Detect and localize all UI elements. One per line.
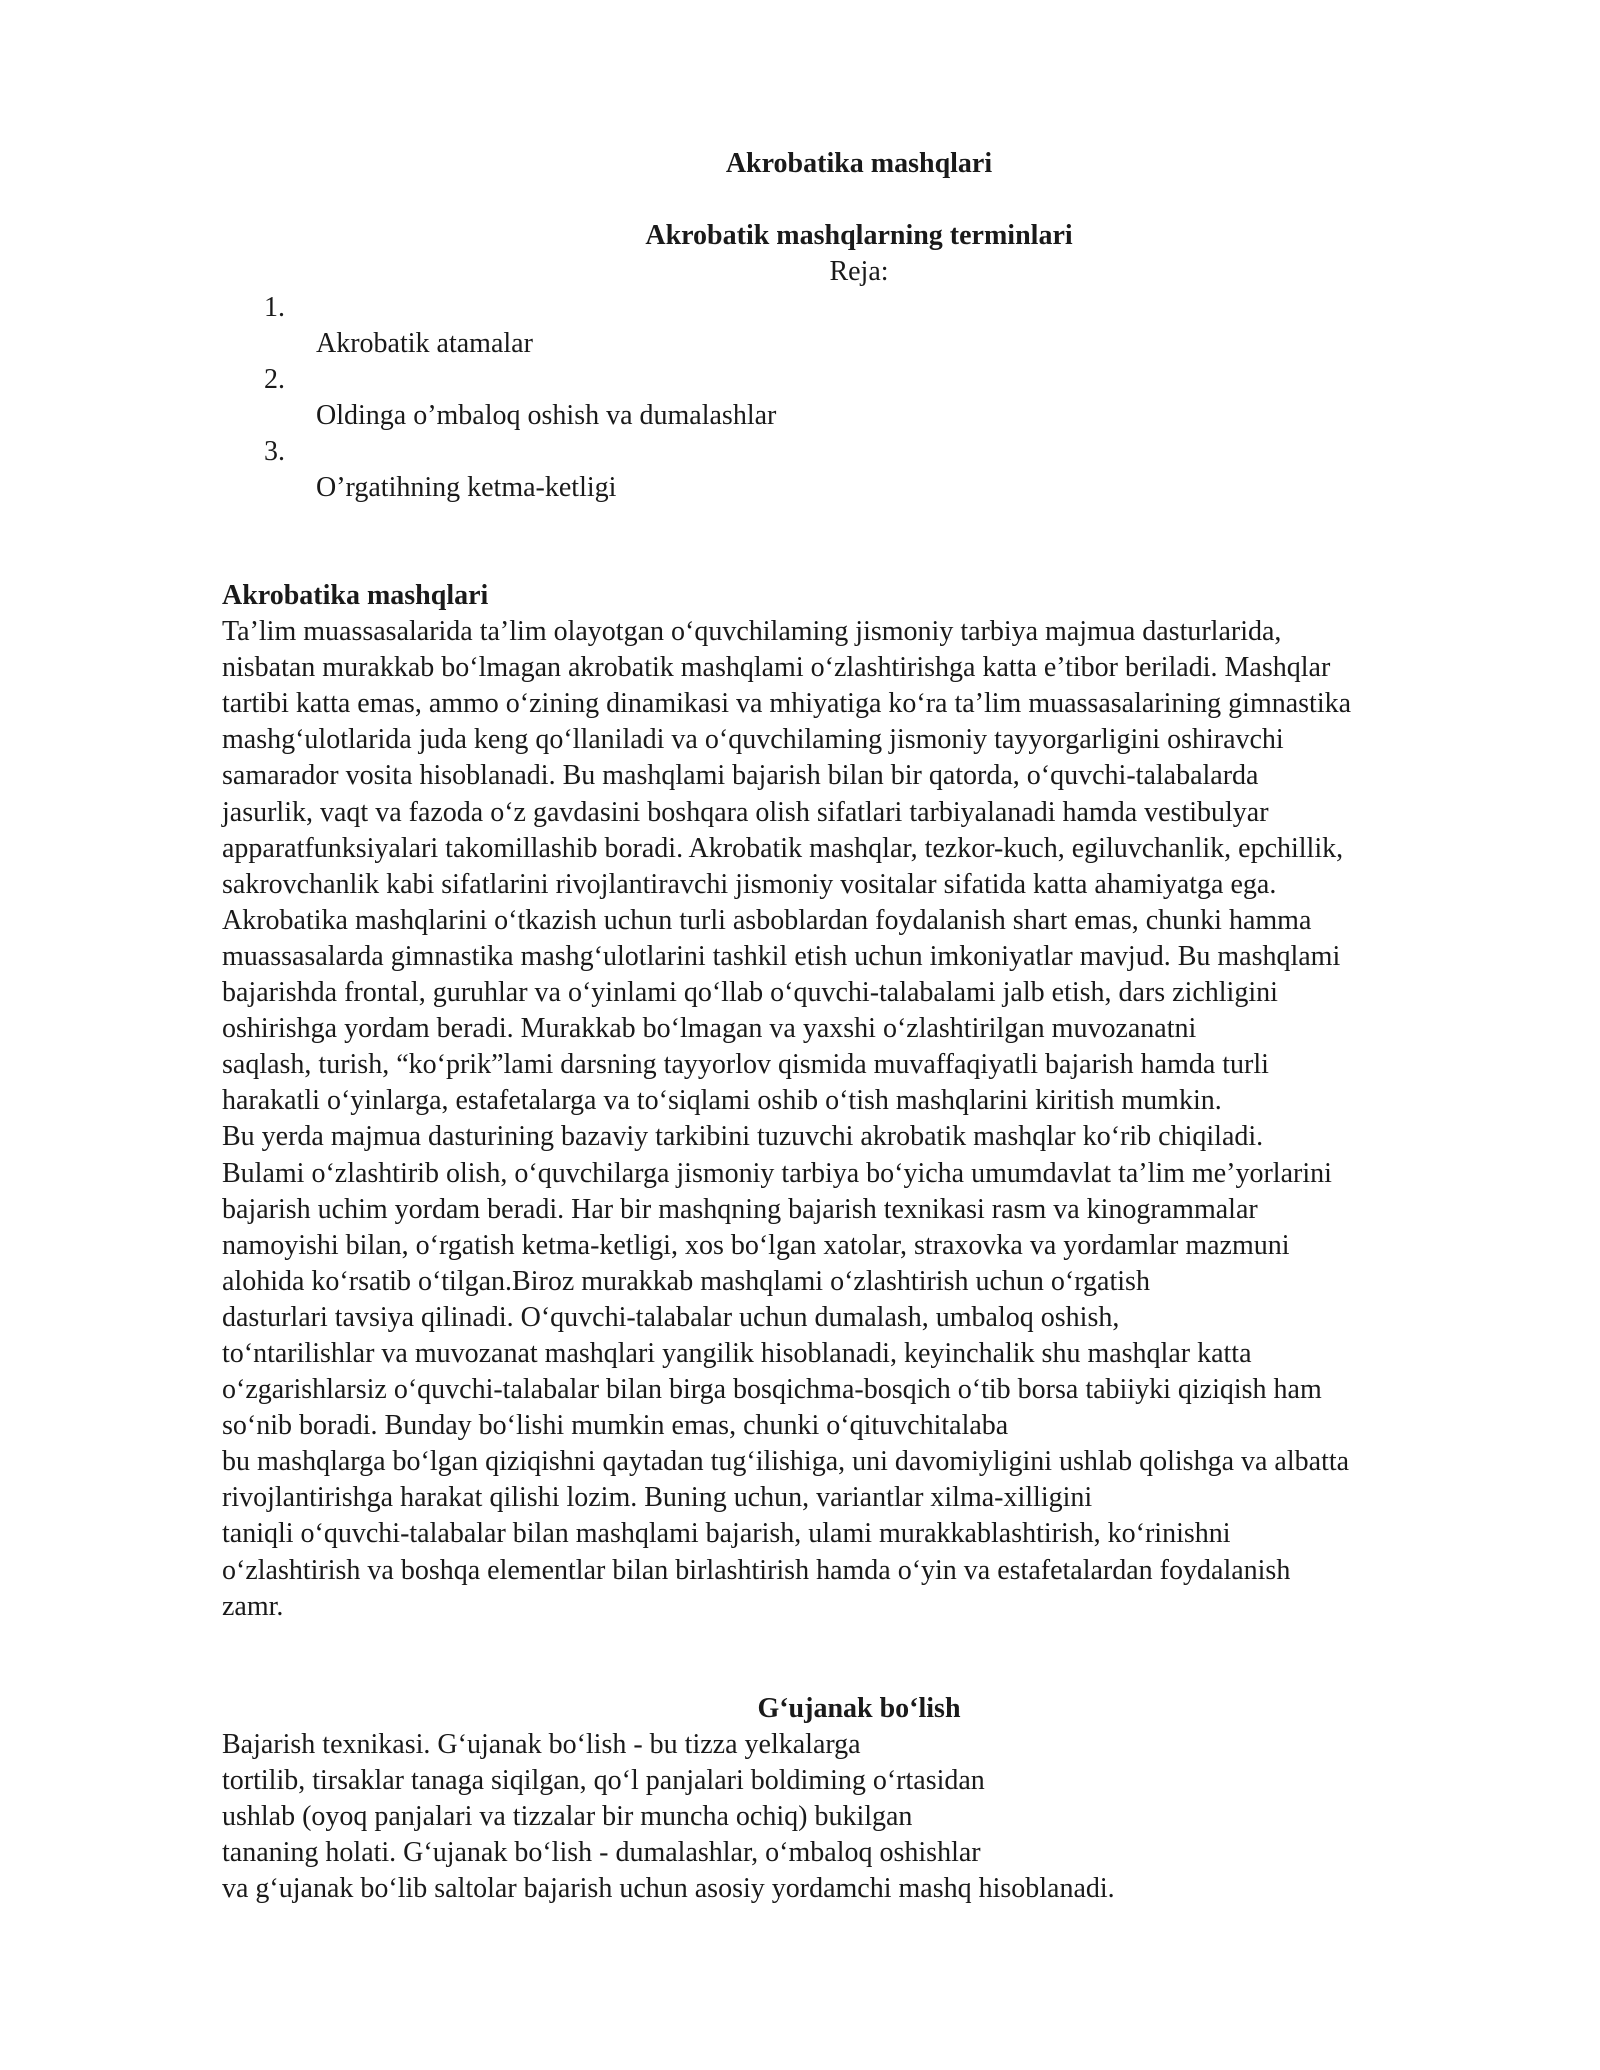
paragraph-line: rivojlantirishga harakat qilishi lozim. Buning uchun, variantlar xilma-xilligini — [222, 1482, 1093, 1514]
paragraph-line: Bu yerda majmua dasturining bazaviy tarkibini tuzuvchi akrobatik mashqlar ko‘rib chiqiladi. — [222, 1121, 1264, 1153]
plan-item-text: Akrobatik atamalar — [316, 328, 533, 359]
paragraph-line: ushlab (oyoq panjalari va tizzalar bir muncha ochiq) bukilgan — [222, 1801, 913, 1833]
section-akrobatika — [222, 578, 1522, 1625]
paragraph-line: muassasalarda gimnastika mashg‘ulotlarini tashkil etish uchun imkoniyatlar mavjud. Bu mashqlami — [222, 940, 1341, 972]
paragraph-line: bajarishda frontal, guruhlar va o‘yinlami qo‘llab o‘quvchi-talabalami jalb etish, dars zichligini — [222, 977, 1278, 1009]
paragraph-line: sakrovchanlik kabi sifatlarini rivojlantiravchi jismoniy vositalar sifatida katta ahamiyatga ega. — [222, 868, 1277, 900]
paragraph-line: Bajarish texnikasi. G‘ujanak bo‘lish - bu tizza yelkalarga — [222, 1729, 861, 1760]
paragraph-line: o‘zlashtirish va boshqa elementlar bilan birlashtirish hamda o‘yin va estafetalardan foydalanish — [222, 1554, 1291, 1586]
plan-item-text: Oldinga o’mbaloq oshish va dumalashlar — [316, 400, 777, 431]
section-heading-gujanak: G‘ujanak bo‘lish — [757, 1693, 961, 1724]
paragraph-line: tortilib, tirsaklar tanaga siqilgan, qo‘l panjalari boldiming o‘rtasidan — [222, 1765, 985, 1797]
document-subtitle: Akrobatik mashqlarning terminlari — [645, 220, 1073, 251]
plan-item — [0, 434, 1600, 506]
paragraph-line: Akrobatika mashqlarini o‘tkazish uchun turli asboblardan foydalanish shart emas, chunki hamma — [222, 904, 1312, 936]
plan-item-number: 3. — [264, 436, 285, 467]
paragraph-line: tananing holati. G‘ujanak bo‘lish - dumalashlar, o‘mbaloq oshishlar — [222, 1837, 981, 1869]
document-title: Akrobatika mashqlari — [725, 148, 993, 179]
paragraph-line: zamr. — [222, 1590, 284, 1622]
paragraph-line: bajarish uchim yordam beradi. Har bir mashqning bajarish texnikasi rasm va kinogrammalar — [222, 1193, 1258, 1225]
paragraph-line: harakatli o‘yinlarga, estafetalarga va to‘siqlami oshib o‘tish mashqlarini kiritish mumkin. — [222, 1085, 1222, 1117]
plan-item-text: O’rgatihning ketma-ketligi — [316, 472, 617, 503]
paragraph-line: jasurlik, vaqt va fazoda o‘z gavdasini boshqara olish sifatlari tarbiyalanadi hamda vestibulyar — [222, 796, 1269, 828]
paragraph-line: nisbatan murakkab bo‘lmagan akrobatik mashqlami o‘zlashtirishga katta e’tibor beriladi. Mashqlar — [222, 652, 1331, 684]
plan-label: Reja: — [829, 256, 889, 287]
plan-item — [0, 290, 1600, 362]
paragraph-line: mashg‘ulotlarida juda keng qo‘llaniladi va o‘quvchilaming jismoniy tayyorgarligini oshiravchi — [222, 724, 1284, 756]
paragraph-line: alohida ko‘rsatib o‘tilgan.Biroz murakkab mashqlami o‘zlashtirish uchun o‘rgatish — [222, 1265, 1150, 1297]
plan-item-number: 1. — [264, 292, 285, 323]
section-heading: Akrobatika mashqlari — [222, 580, 489, 611]
section-body — [222, 1727, 1522, 1907]
paragraph-line: Bulami o‘zlashtirib olish, o‘quvchilarga jismoniy tarbiya bo‘yicha umumdavlat ta’lim me’yorlarini — [222, 1157, 1332, 1189]
paragraph-line: tartibi katta emas, ammo o‘zining dinamikasi va mhiyatiga ko‘ra ta’lim muassasalarining gimnastika — [222, 688, 1352, 720]
paragraph-line: dasturlari tavsiya qilinadi. O‘quvchi-talabalar uchun dumalash, umbaloq oshish, — [222, 1301, 1120, 1333]
paragraph-line: oshirishga yordam beradi. Murakkab bo‘lmagan va yaxshi o‘zlashtirilgan muvozanatni — [222, 1013, 1197, 1045]
plan-item-number: 2. — [264, 364, 285, 395]
paragraph-line: namoyishi bilan, o‘rgatish ketma-ketligi, xos bo‘lgan xatolar, straxovka va yordamlar mazmuni — [222, 1229, 1290, 1261]
paragraph-line: bu mashqlarga bo‘lgan qiziqishni qaytadan tug‘ilishiga, uni davomiyligini ushlab qolishga va albatta — [222, 1446, 1350, 1478]
paragraph-line: to‘ntarilishlar va muvozanat mashqlari yangilik hisoblanadi, keyinchalik shu mashqlar katta — [222, 1337, 1252, 1369]
paragraph-line: so‘nib boradi. Bunday bo‘lishi mumkin emas, chunki o‘qituvchitalaba — [222, 1410, 1009, 1442]
paragraph-line: Ta’lim muassasalarida ta’lim olayotgan o‘quvchilaming jismoniy tarbiya majmua dasturlarida, — [222, 616, 1282, 648]
section-gujanak — [222, 1727, 1522, 1907]
paragraph-line: va g‘ujanak bo‘lib saltolar bajarish uchun asosiy yordamchi mashq hisoblanadi. — [222, 1873, 1115, 1905]
paragraph-line: saqlash, turish, “ko‘prik”lami darsning tayyorlov qismida muvaffaqiyatli bajarish hamda turli — [222, 1049, 1269, 1081]
section-body — [222, 614, 1522, 1625]
plan-list — [0, 290, 1600, 506]
paragraph-line: samarador vosita hisoblanadi. Bu mashqlami bajarish bilan bir qatorda, o‘quvchi-talabalarda — [222, 760, 1259, 792]
paragraph-line: taniqli o‘quvchi-talabalar bilan mashqlami bajarish, ulami murakkablashtirish, ko‘rinishni — [222, 1518, 1231, 1550]
plan-item — [0, 362, 1600, 434]
paragraph-line: o‘zgarishlarsiz o‘quvchi-talabalar bilan birga bosqichma-bosqich o‘tib borsa tabiiyki qiziqish ham — [222, 1374, 1322, 1406]
paragraph-line: apparatfunksiyalari takomillashib boradi. Akrobatik mashqlar, tezkor-kuch, egiluvchanlik, epchillik, — [222, 832, 1344, 864]
